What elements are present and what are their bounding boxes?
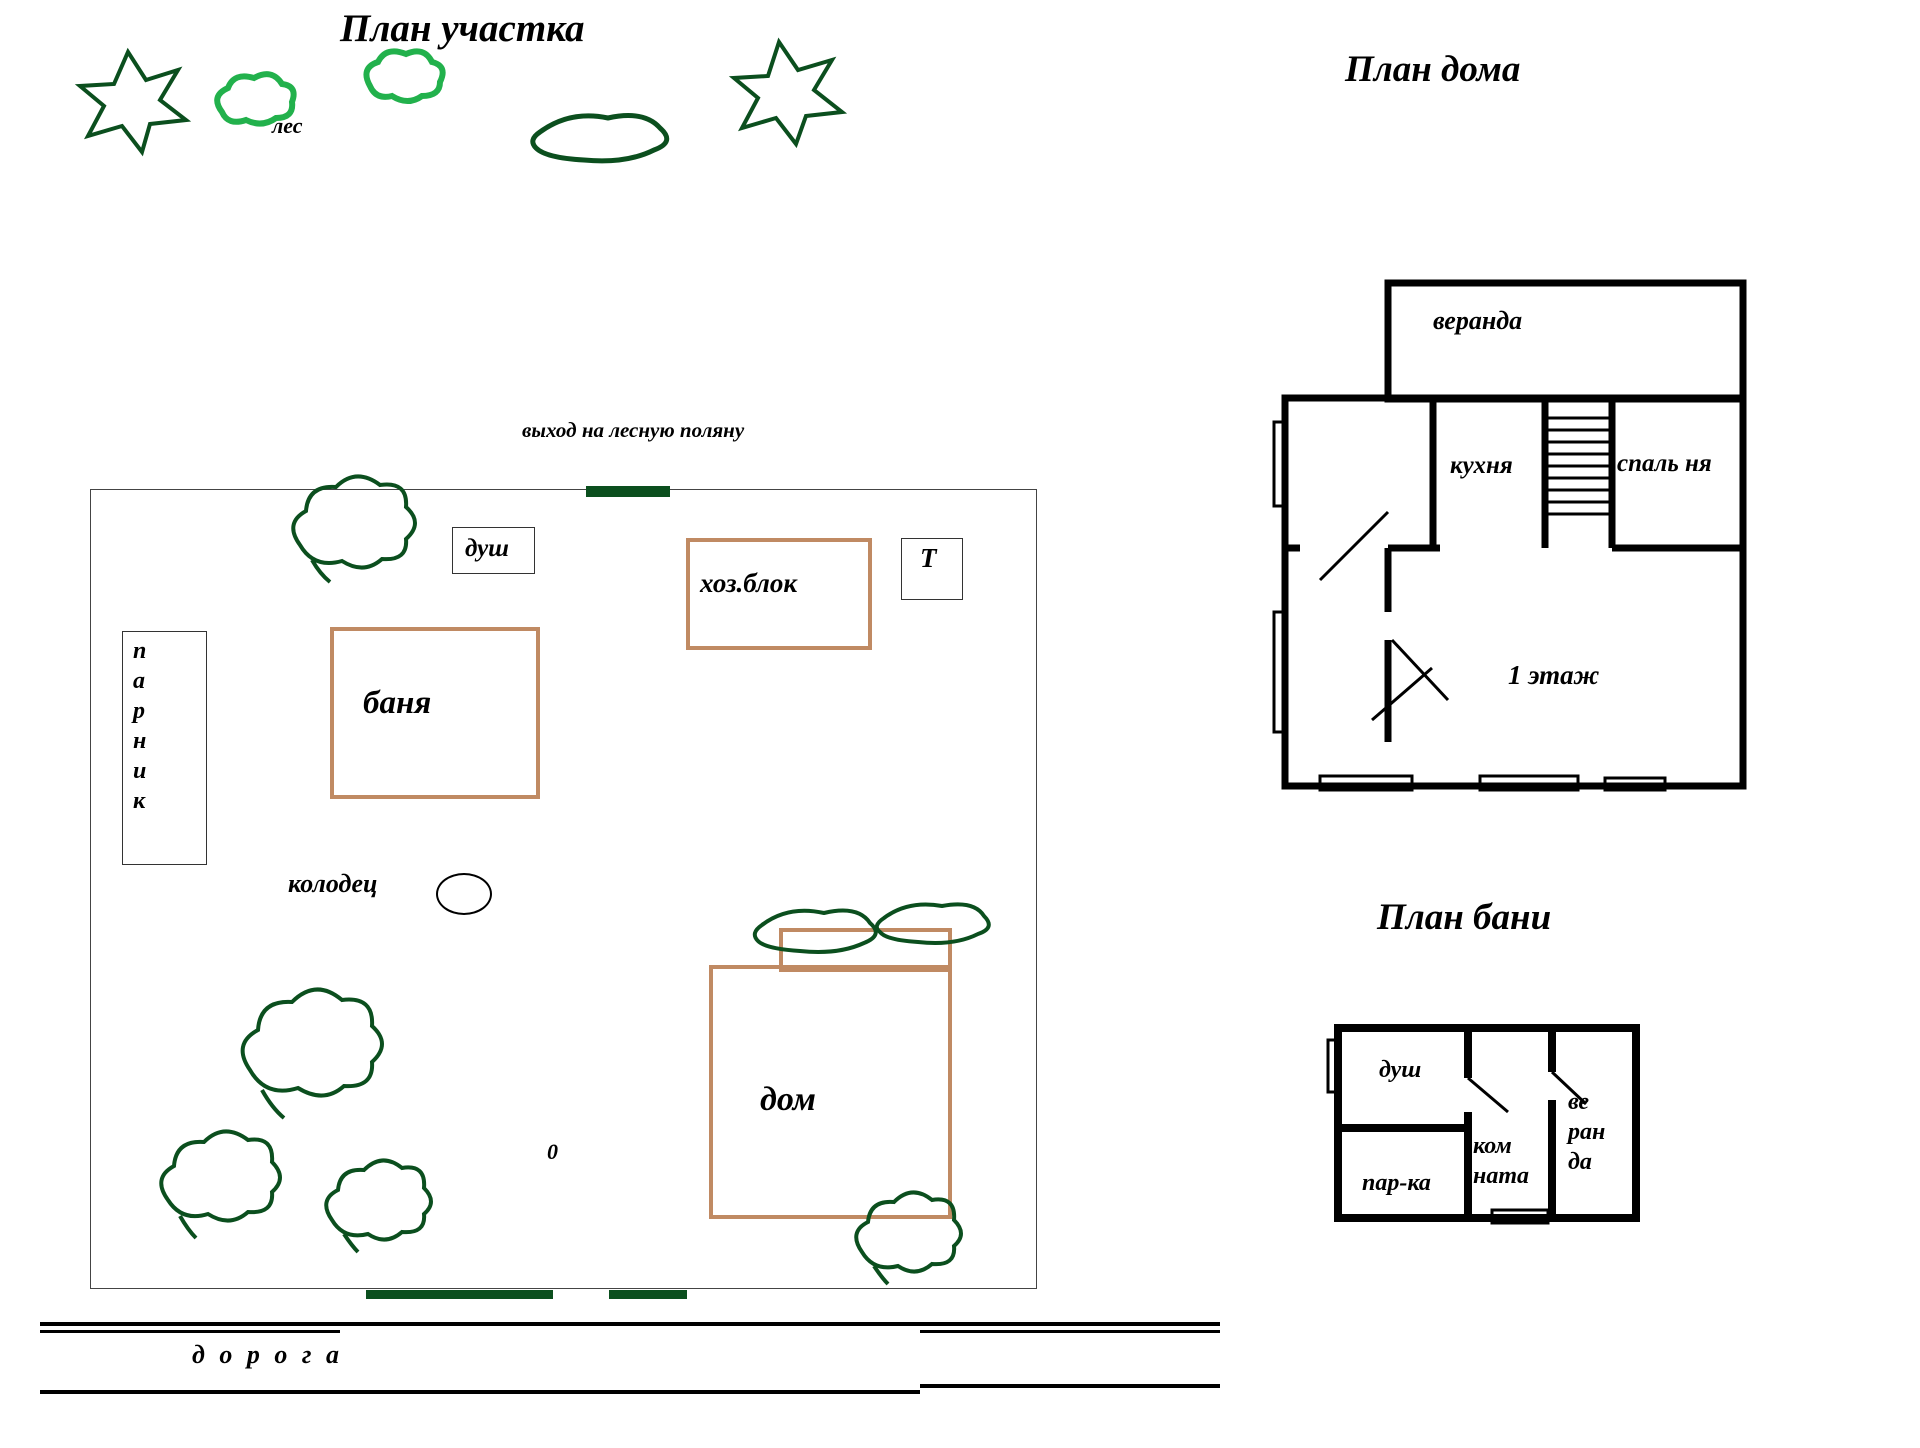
road-edge-bottom-right bbox=[920, 1384, 1220, 1388]
fence-segment bbox=[609, 1290, 687, 1299]
road-edge-top bbox=[40, 1322, 1220, 1326]
veranda-label: веранда bbox=[1433, 306, 1523, 335]
veranda-room bbox=[1388, 283, 1743, 399]
toilet-label: Т bbox=[920, 543, 937, 573]
star-icon bbox=[734, 42, 842, 144]
exit-to-glade-label: выход на лесную поляну bbox=[522, 418, 745, 442]
road-edge-bottom bbox=[40, 1390, 920, 1394]
house-plan-title: План дома bbox=[1345, 49, 1521, 90]
bush-icon bbox=[366, 51, 442, 101]
banya-label: баня bbox=[363, 685, 432, 721]
house-building bbox=[709, 965, 952, 1219]
bath-shower-label: душ bbox=[1379, 1057, 1422, 1083]
road-edge-mid-right bbox=[920, 1330, 1220, 1333]
bath-plan-title: План бани bbox=[1377, 897, 1552, 938]
kitchen-label: кухня bbox=[1450, 452, 1513, 479]
small-marker-label: 0 bbox=[547, 1139, 558, 1164]
bath-steamroom-label: пар-ка bbox=[1362, 1170, 1431, 1196]
utility-block-label: хоз.блок bbox=[700, 568, 798, 598]
staircase bbox=[1545, 418, 1612, 514]
greenhouse-label: п а р н и к bbox=[133, 638, 147, 814]
bath-room-label: ком ната bbox=[1473, 1133, 1529, 1189]
well-label: колодец bbox=[288, 869, 378, 898]
bedroom-label: спаль ня bbox=[1617, 450, 1712, 477]
shower-label: душ bbox=[465, 535, 509, 562]
plot-plan-title: План участка bbox=[340, 7, 585, 50]
door-swing bbox=[1320, 512, 1448, 720]
star-icon bbox=[80, 52, 186, 152]
fence-segment bbox=[366, 1290, 553, 1299]
floor-label: 1 этаж bbox=[1508, 660, 1600, 690]
bush-icon bbox=[533, 116, 667, 161]
bath-veranda-label: ве ран да bbox=[1568, 1089, 1606, 1175]
exit-gate-marker bbox=[586, 486, 670, 497]
well-circle bbox=[436, 873, 492, 915]
forest-label: лес bbox=[272, 113, 303, 138]
house-label: дом bbox=[760, 1081, 816, 1118]
banya-building bbox=[330, 627, 540, 799]
road-label: д о р о г а bbox=[192, 1340, 343, 1369]
house-plan-drawing bbox=[1274, 283, 1743, 790]
road-edge-mid-left bbox=[40, 1330, 340, 1333]
